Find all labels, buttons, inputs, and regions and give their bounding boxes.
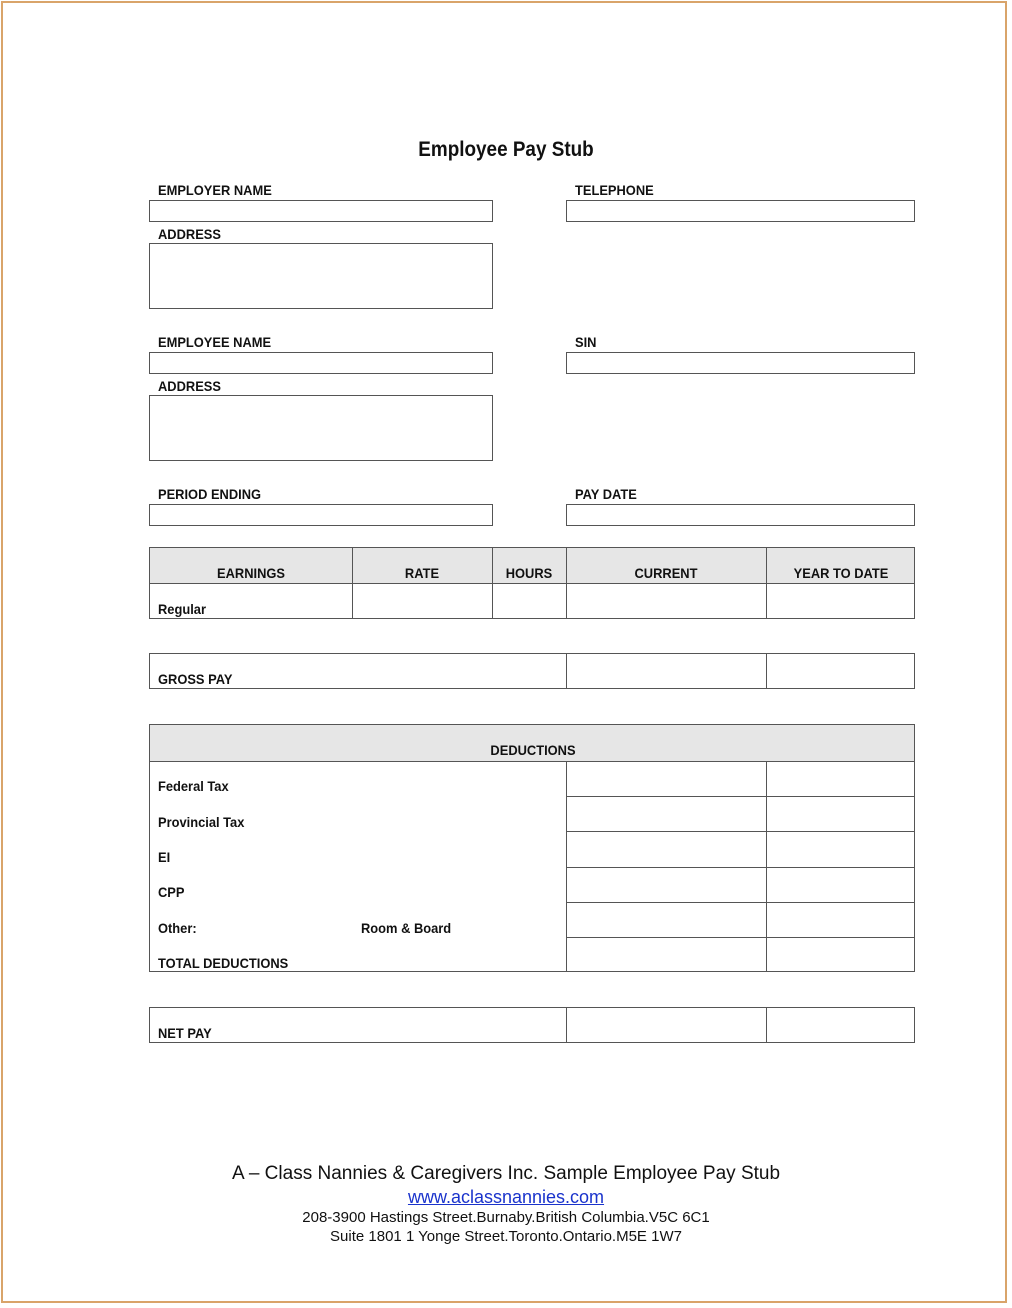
federal-tax-label: Federal Tax: [158, 778, 229, 794]
earnings-table: [149, 547, 915, 619]
pay-date-label: PAY DATE: [575, 486, 637, 502]
sin-field[interactable]: [566, 352, 915, 374]
net-pay-col-divider: [766, 1008, 767, 1042]
deductions-header: DEDUCTIONS: [490, 742, 576, 758]
sin-label: SIN: [575, 334, 597, 350]
deductions-row-divider: [566, 867, 914, 868]
gross-pay-col-divider: [766, 654, 767, 688]
employee-address-label: ADDRESS: [158, 378, 221, 394]
cpp-label: CPP: [158, 884, 185, 900]
hours-header: HOURS: [505, 565, 553, 581]
earnings-col-divider: [352, 548, 353, 618]
earnings-col-divider: [566, 548, 567, 618]
gross-pay-col-divider: [566, 654, 567, 688]
deductions-row-divider: [566, 902, 914, 903]
total-deductions-label: TOTAL DEDUCTIONS: [158, 955, 289, 971]
current-header: CURRENT: [634, 565, 698, 581]
telephone-label: TELEPHONE: [575, 182, 654, 198]
employer-name-label: EMPLOYER NAME: [158, 182, 272, 198]
employer-address-label: ADDRESS: [158, 226, 221, 242]
employer-address-field[interactable]: [149, 243, 493, 309]
footer-website-link[interactable]: www.aclassnannies.com: [407, 1187, 605, 1207]
deductions-col-divider: [566, 761, 567, 971]
regular-row-label: Regular: [158, 601, 206, 617]
earnings-header: EARNINGS: [217, 565, 285, 581]
other-label: Other:: [158, 920, 197, 936]
gross-pay-label: GROSS PAY: [158, 671, 233, 687]
net-pay-table: [149, 1007, 915, 1043]
pay-date-field[interactable]: [566, 504, 915, 526]
net-pay-col-divider: [566, 1008, 567, 1042]
earnings-col-divider: [766, 548, 767, 618]
employee-name-label: EMPLOYEE NAME: [158, 334, 272, 350]
period-ending-field[interactable]: [149, 504, 493, 526]
footer-company-line: A – Class Nannies & Caregivers Inc. Sample Employee Pay Stub: [231, 1163, 781, 1184]
deductions-col-divider: [766, 761, 767, 971]
employer-name-field[interactable]: [149, 200, 493, 222]
deductions-header-divider: [150, 761, 914, 762]
net-pay-label: NET PAY: [158, 1025, 212, 1041]
ei-label: EI: [158, 849, 171, 865]
period-ending-label: PERIOD ENDING: [158, 486, 262, 502]
footer-address-2: Suite 1801 1 Yonge Street.Toronto.Ontario.M5E 1W7: [330, 1228, 682, 1245]
telephone-field[interactable]: [566, 200, 915, 222]
room-board-label: Room & Board: [361, 920, 452, 936]
ytd-header: YEAR TO DATE: [793, 565, 889, 581]
deductions-row-divider: [566, 831, 914, 832]
rate-header: RATE: [404, 565, 440, 581]
provincial-tax-label: Provincial Tax: [158, 814, 245, 830]
employee-address-field[interactable]: [149, 395, 493, 461]
deductions-row-divider: [566, 937, 914, 938]
deductions-row-divider: [566, 796, 914, 797]
deductions-table: [149, 724, 915, 972]
page-title: Employee Pay Stub: [418, 138, 594, 161]
earnings-col-divider: [492, 548, 493, 618]
footer-website-wrap: [0, 1187, 1012, 1208]
footer-address-1: 208-3900 Hastings Street.Burnaby.British Columbia.V5C 6C1: [302, 1209, 710, 1226]
gross-pay-table: [149, 653, 915, 689]
employee-name-field[interactable]: [149, 352, 493, 374]
earnings-header-divider: [150, 583, 914, 584]
page-border: [1, 1, 1007, 1303]
